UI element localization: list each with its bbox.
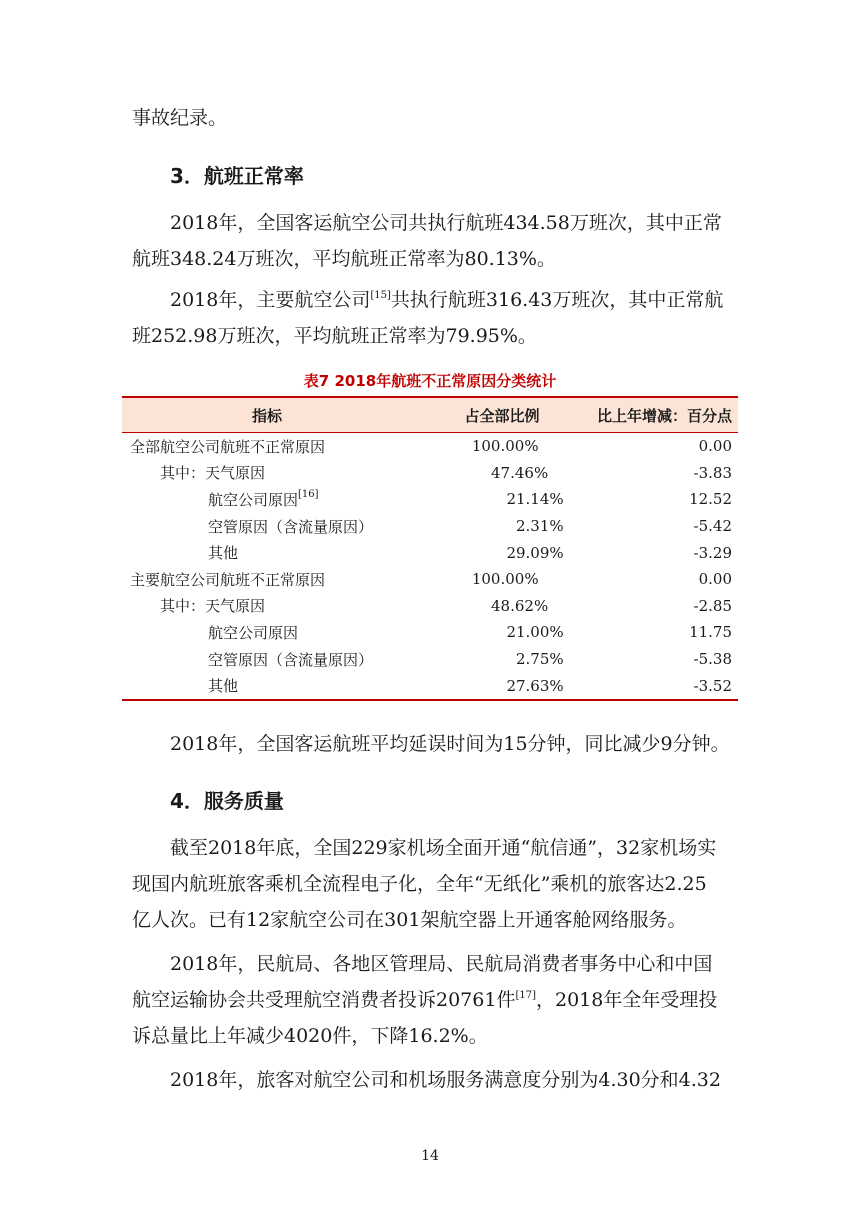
text-segment: 航空运输协会共受理航空消费者投诉20761件 <box>132 989 516 1011</box>
footnote-ref: [17] <box>515 990 536 1001</box>
table-row <box>122 539 738 566</box>
text-line <box>132 282 732 318</box>
row-share: 47.46% <box>491 463 549 482</box>
row-change: 0.00 <box>698 437 732 456</box>
column-header-change: 比上年增减：百分点 <box>596 406 732 425</box>
text-line: 航班348.24万班次，平均航班正常率为80.13%。 <box>132 248 556 270</box>
text-segment: 共执行航班316.43万班次，其中正常航 <box>390 289 724 311</box>
row-label-text: 其中：天气原因 <box>160 597 266 616</box>
service-paragraph-2 <box>132 946 732 1054</box>
row-label <box>122 649 474 670</box>
table-row <box>122 513 738 540</box>
row-label <box>122 569 436 590</box>
delay-paragraph <box>132 726 732 762</box>
row-share: 2.75% <box>515 650 564 669</box>
text-line: 亿人次。已有12家航空公司在301架航空器上开通客舱网络服务。 <box>132 909 687 931</box>
text-line: 截至2018年底，全国229家机场全面开通“航信通”，32家机场实 <box>170 837 717 859</box>
footnote-ref: [16] <box>298 488 319 500</box>
row-share: 100.00% <box>471 437 539 456</box>
row-label <box>122 489 474 510</box>
table-caption: 表7 2018年航班不正常原因分类统计 <box>303 372 557 390</box>
table-row <box>122 672 738 699</box>
punctuality-paragraph-2 <box>132 282 732 354</box>
row-label <box>122 462 451 483</box>
text-segment: ，2018年全年受理投 <box>535 989 718 1011</box>
table-row <box>122 646 738 673</box>
text-line: 诉总量比上年减少4020件，下降16.2%。 <box>132 1025 488 1047</box>
row-label-text: 航空公司原因 <box>208 623 299 642</box>
table-row <box>122 566 738 593</box>
row-share: 27.63% <box>506 676 564 695</box>
row-label-text: 其中：天气原因 <box>160 464 266 483</box>
table-row <box>122 433 738 460</box>
row-share: 2.31% <box>515 517 564 536</box>
text-line: 2018年，全国客运航空公司共执行航班434.58万班次，其中正常 <box>170 212 722 234</box>
intro-tail-paragraph <box>132 100 732 136</box>
row-share: 29.09% <box>506 543 564 562</box>
row-change: -5.42 <box>693 517 733 536</box>
row-label <box>122 675 474 696</box>
row-label <box>122 542 474 563</box>
text-line: 2018年，旅客对航空公司和机场服务满意度分别为4.30分和4.32 <box>170 1069 721 1091</box>
footnote-ref: [15] <box>370 290 391 301</box>
row-change: 12.52 <box>689 490 733 509</box>
row-label-text: 空管原因（含流量原因） <box>208 650 374 669</box>
row-label-text: 主要航空公司航班不正常原因 <box>130 570 326 589</box>
row-label-text: 航空公司原因 <box>208 490 299 509</box>
page-number: 14 <box>421 1148 439 1164</box>
row-change: 0.00 <box>698 570 732 589</box>
row-change: -2.85 <box>693 596 732 615</box>
service-paragraph-3 <box>132 1062 732 1098</box>
row-label-text: 空管原因（含流量原因） <box>208 517 374 536</box>
text-line: 2018年，全国客运航班平均延误时间为15分钟，同比减少9分钟。 <box>170 733 730 755</box>
row-share: 21.00% <box>506 623 564 642</box>
row-change: -3.83 <box>693 463 732 482</box>
row-label <box>122 595 451 616</box>
row-share: 48.62% <box>491 596 549 615</box>
row-share: 100.00% <box>471 570 539 589</box>
column-header-share: 占全部比例 <box>464 406 540 425</box>
row-label-text: 其他 <box>208 677 239 696</box>
table-row <box>122 486 738 513</box>
table-row <box>122 593 738 620</box>
row-change: -3.29 <box>693 543 733 562</box>
row-label <box>122 622 474 643</box>
text-segment: 2018年，主要航空公司 <box>170 289 371 311</box>
text-line: 事故纪录。 <box>132 107 228 129</box>
table-row <box>122 460 738 487</box>
service-paragraph-1 <box>132 830 732 938</box>
row-label-text: 其他 <box>208 544 239 563</box>
section-heading-service-quality: 4．服务质量 <box>170 789 284 813</box>
row-label-text: 全部航空公司航班不正常原因 <box>130 437 326 456</box>
row-share: 21.14% <box>506 490 564 509</box>
text-line <box>132 982 732 1018</box>
delay-causes-table <box>122 396 738 701</box>
table-row <box>122 619 738 646</box>
section-heading-flight-punctuality: 3．航班正常率 <box>170 164 304 188</box>
column-header-indicator: 指标 <box>251 406 282 425</box>
text-line: 2018年，民航局、各地区管理局、民航局消费者事务中心和中国 <box>170 953 713 975</box>
text-line: 现国内航班旅客乘机全流程电子化，全年“无纸化”乘机的旅客达2.25 <box>132 873 707 895</box>
row-label <box>122 436 436 457</box>
table-header-row <box>122 398 738 433</box>
row-change: -5.38 <box>693 650 733 669</box>
punctuality-paragraph-1 <box>132 205 732 277</box>
row-change: -3.52 <box>693 676 733 695</box>
row-label <box>122 516 474 537</box>
row-change: 11.75 <box>689 623 733 642</box>
text-line: 班252.98万班次，平均航班正常率为79.95%。 <box>132 325 537 347</box>
